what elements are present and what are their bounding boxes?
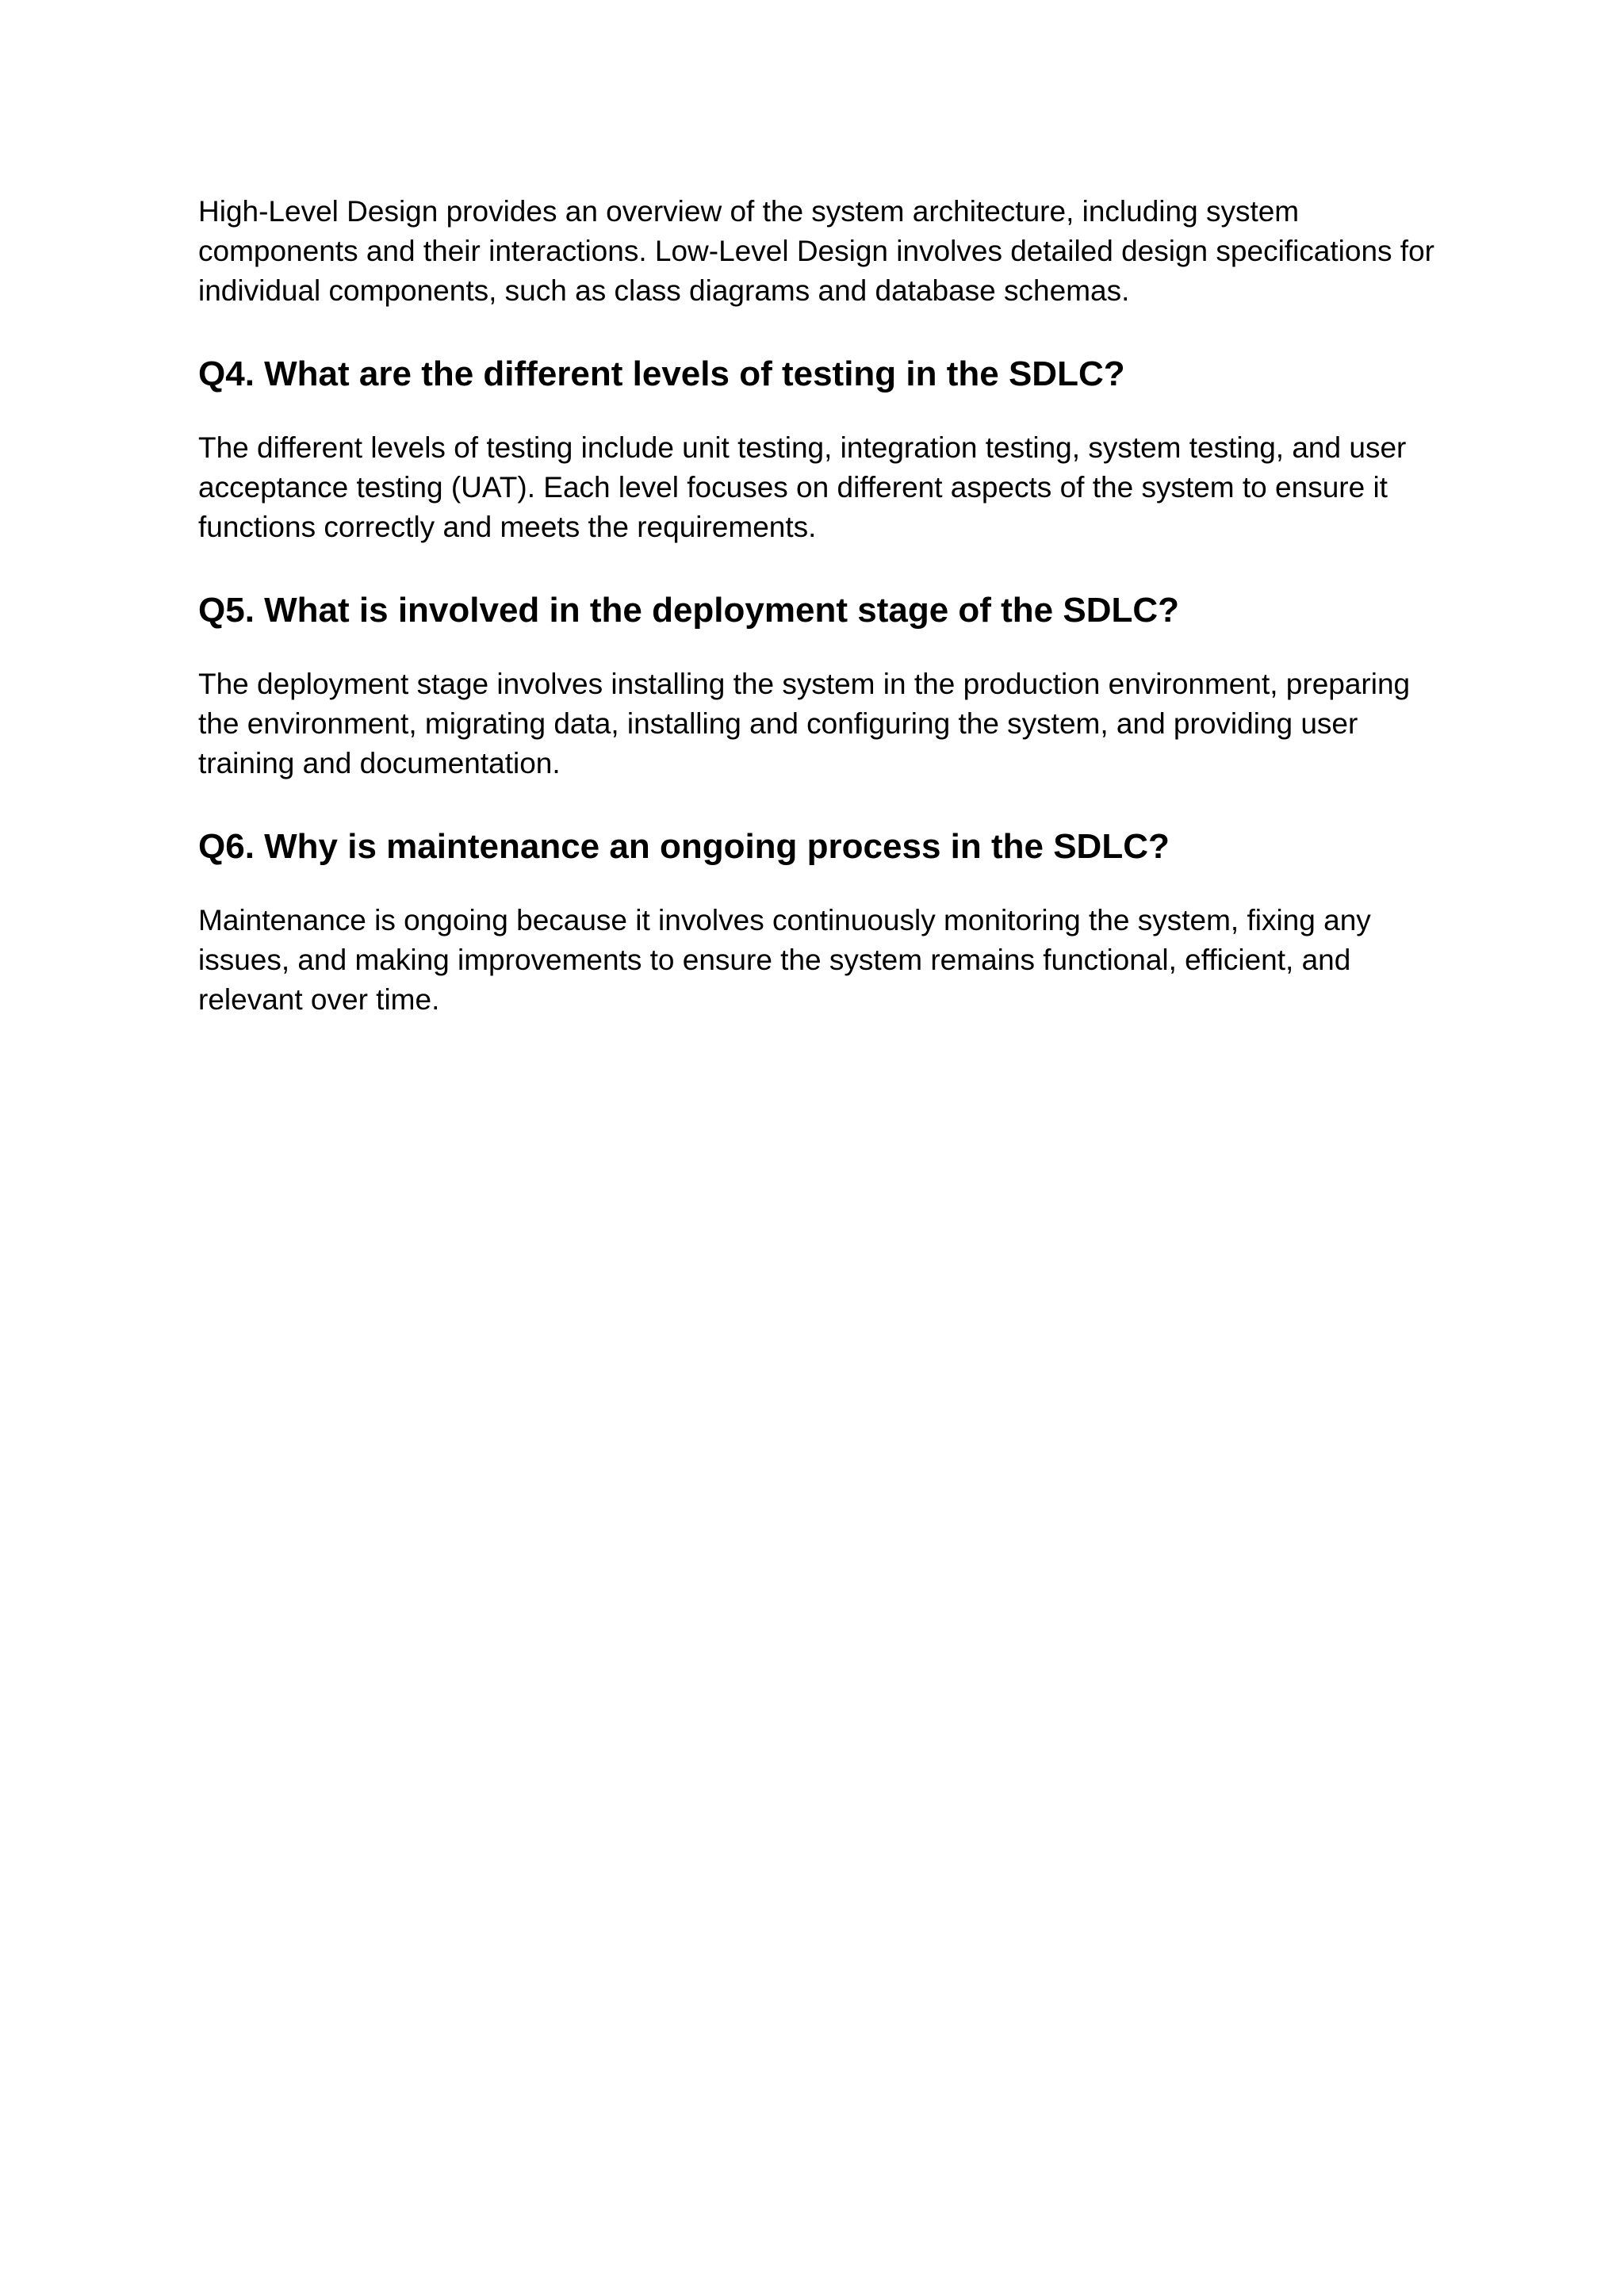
spacer (198, 633, 1435, 664)
spacer (198, 869, 1435, 901)
page-content (198, 192, 1435, 1020)
spacer (198, 547, 1435, 588)
question-heading-q6: Q6. Why is maintenance an ongoing process in the SDLC? (198, 827, 1170, 866)
answer-paragraph-q5: The deployment stage involves installing the system in the production environment, preparing the environment, migrating data, installing and configuring the system, and providing user training and documentation. (198, 668, 1411, 779)
spacer (198, 396, 1435, 428)
answer-paragraph-q4: The different levels of testing include unit testing, integration testing, system testing, and user acceptance testing (UAT). Each level focuses on different aspects of the system to ensure it functions correctly and meets the requirements. (198, 431, 1407, 543)
question-heading-q5: Q5. What is involved in the deployment stage of the SDLC? (198, 591, 1180, 630)
answer-paragraph-q6: Maintenance is ongoing because it involves continuously monitoring the system, fixing any issues, and making improvements to ensure the system remains functional, efficient, and relevant over time. (198, 904, 1371, 1016)
spacer (198, 311, 1435, 352)
question-heading-q4: Q4. What are the different levels of testing in the SDLC? (198, 354, 1125, 393)
intro-paragraph: High-Level Design provides an overview of the system architecture, including system components and their interactions. Low-Level Design involves detailed design specifications for individual components, such as class diagrams and database schemas. (198, 195, 1434, 307)
spacer (198, 783, 1435, 825)
